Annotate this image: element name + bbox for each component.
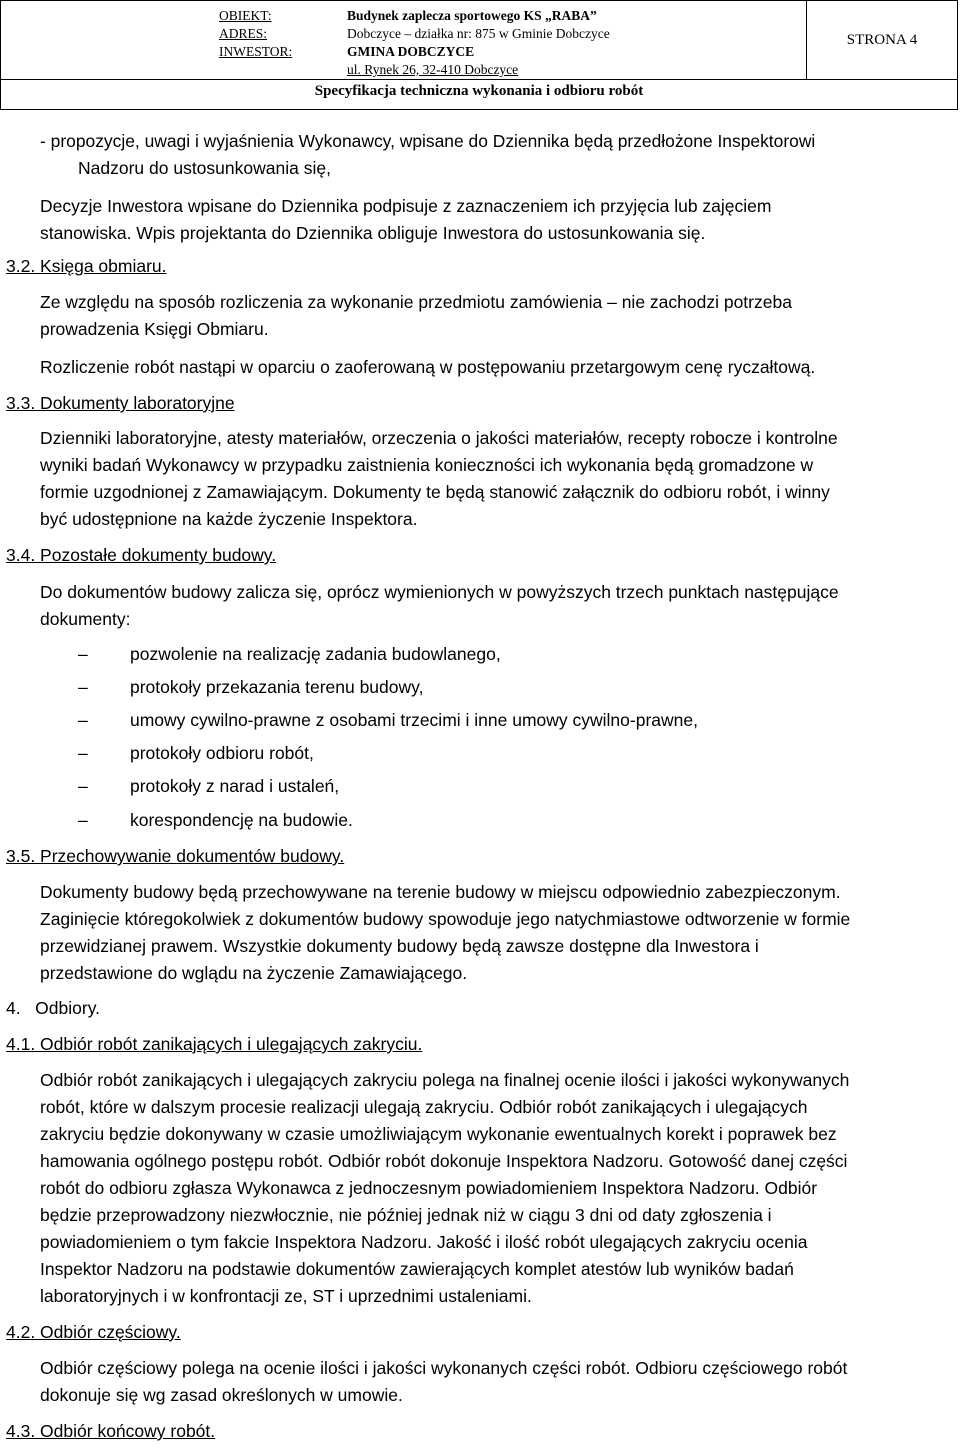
paragraph-line: - propozycje, uwagi i wyjaśnienia Wykonawcy, wpisane do Dziennika będą przedłożone Inspektorowi	[40, 131, 816, 151]
list-item: korespondencję na budowie.	[130, 810, 353, 830]
paragraph-line: Dokumenty budowy będą przechowywane na terenie budowy w miejscu odpowiednio zabezpieczonym.	[40, 882, 841, 902]
section-heading-3-5: 3.5. Przechowywanie dokumentów budowy.	[6, 846, 345, 866]
paragraph-line: Inspektor Nadzoru na podstawie dokumentów zawierających komplet atestów lub wyników badań	[40, 1259, 794, 1279]
paragraph-line: być udostępnione na każde życzenie Inspektora.	[40, 509, 418, 529]
paragraph-line: robót, które w dalszym procesie realizacji ulegają zakryciu. Odbiór robót zanikających i ulegających	[40, 1097, 808, 1117]
section-heading-4-2: 4.2. Odbiór częściowy.	[6, 1322, 181, 1342]
paragraph-line: dokonuje się wg zasad określonych w umowie.	[40, 1385, 403, 1405]
paragraph-line: wyniki badań Wykonawcy w przypadku zaistnienia konieczności ich wykonania będą gromadzone w	[40, 455, 814, 475]
header-divider-horizontal	[1, 79, 957, 80]
list-dash: –	[78, 776, 88, 796]
header-value-object: Budynek zaplecza sportowego KS „RABA”	[347, 8, 597, 23]
list-dash: –	[78, 810, 88, 830]
page-number: STRONA 4	[846, 31, 918, 48]
paragraph-line: Zaginięcie któregokolwiek z dokumentów budowy spowoduje jego natychmiastowe odtworzenie w formie	[40, 909, 851, 929]
specification-title: Specyfikacja techniczna wykonania i odbioru robót	[314, 83, 644, 99]
paragraph-line: prowadzenia Księgi Obmiaru.	[40, 319, 269, 339]
list-item: umowy cywilno-prawne z osobami trzecimi i inne umowy cywilno-prawne,	[130, 710, 698, 730]
header-value-investor: GMINA DOBCZYCE	[347, 44, 475, 59]
paragraph-line: Rozliczenie robót nastąpi w oparciu o zaoferowaną w postępowaniu przetargowym cenę ryczałtową.	[40, 357, 816, 377]
list-item: protokoły przekazania terenu budowy,	[130, 677, 424, 697]
section-heading-4-3: 4.3. Odbiór końcowy robót.	[6, 1421, 216, 1441]
document-header	[0, 0, 958, 110]
paragraph-line: formie uzgodnionej z Zamawiającym. Dokumenty te będą stanowić załącznik do odbioru robót, i winny	[40, 482, 830, 502]
paragraph-line: Ze względu na sposób rozliczenia za wykonanie przedmiotu zamówienia – nie zachodzi potrzeba	[40, 292, 792, 312]
paragraph-line: Decyzje Inwestora wpisane do Dziennika podpisuje z zaznaczeniem ich przyjęcia lub zajęciem	[40, 196, 772, 216]
paragraph-line: Odbiór częściowy polega na ocenie ilości i jakości wykonanych części robót. Odbioru częściowego robót	[40, 1358, 848, 1378]
paragraph-line: zakryciu będzie dokonywany w czasie umożliwiającym wykonanie ewentualnych korekt i poprawek bez	[40, 1124, 837, 1144]
paragraph-line: powiadomieniem o tym fakcie Inspektora Nadzoru. Jakość i ilość robót ulegających zakryciu ocenia	[40, 1232, 808, 1252]
paragraph-line: Dzienniki laboratoryjne, atesty materiałów, orzeczenia o jakości materiałów, recepty robocze i kontrolne	[40, 428, 838, 448]
header-label-address: ADRES:	[219, 26, 268, 41]
header-label-object: OBIEKT:	[219, 8, 272, 23]
paragraph-line: stanowiska. Wpis projektanta do Dziennika obliguje Inwestora do ustosunkowania się.	[40, 223, 706, 243]
paragraph-line: hamowania ogólnego postępu robót. Odbiór robót dokonuje Inspektora Nadzoru. Gotowość danej części	[40, 1151, 848, 1171]
list-item: protokoły odbioru robót,	[130, 743, 314, 763]
section-heading-4: 4. Odbiory.	[6, 998, 101, 1018]
list-dash: –	[78, 644, 88, 664]
section-heading-3-2: 3.2. Księga obmiaru.	[6, 256, 167, 276]
header-value-address: Dobczyce – działka nr: 875 w Gminie Dobczyce	[347, 26, 610, 41]
section-heading-3-4: 3.4. Pozostałe dokumenty budowy.	[6, 545, 277, 565]
section-heading-4-1: 4.1. Odbiór robót zanikających i ulegających zakryciu.	[6, 1034, 423, 1054]
header-value-street: ul. Rynek 26, 32-410 Dobczyce	[347, 62, 519, 77]
paragraph-line: przedstawione do wglądu na życzenie Zamawiającego.	[40, 963, 468, 983]
paragraph-line: Nadzoru do ustosunkowania się,	[78, 158, 331, 178]
list-dash: –	[78, 743, 88, 763]
paragraph-line: Odbiór robót zanikających i ulegających zakryciu polega na finalnej ocenie ilości i jakości wykonywanych	[40, 1070, 850, 1090]
paragraph-line: robót do odbioru zgłasza Wykonawca z jednoczesnym powiadomieniem Inspektora Nadzoru. Odbiór	[40, 1178, 818, 1198]
paragraph-line: laboratoryjnych i w konfrontacji ze, ST i uprzednimi ustaleniami.	[40, 1286, 532, 1306]
paragraph-line: Do dokumentów budowy zalicza się, oprócz wymienionych w powyższych trzech punktach następujące	[40, 582, 839, 602]
list-dash: –	[78, 677, 88, 697]
list-item: protokoły z narad i ustaleń,	[130, 776, 340, 796]
paragraph-line: przewidzianej prawem. Wszystkie dokumenty budowy będą zawsze dostępne dla Inwestora i	[40, 936, 759, 956]
list-item: pozwolenie na realizację zadania budowlanego,	[130, 644, 501, 664]
paragraph-line: dokumenty:	[40, 609, 131, 629]
section-heading-3-3: 3.3. Dokumenty laboratoryjne	[6, 393, 235, 413]
list-dash: –	[78, 710, 88, 730]
paragraph-line: będzie przeprowadzony niezwłocznie, nie później jednak niż w ciągu 3 dni od daty zgłoszenia i	[40, 1205, 772, 1225]
header-label-investor: INWESTOR:	[219, 44, 293, 59]
